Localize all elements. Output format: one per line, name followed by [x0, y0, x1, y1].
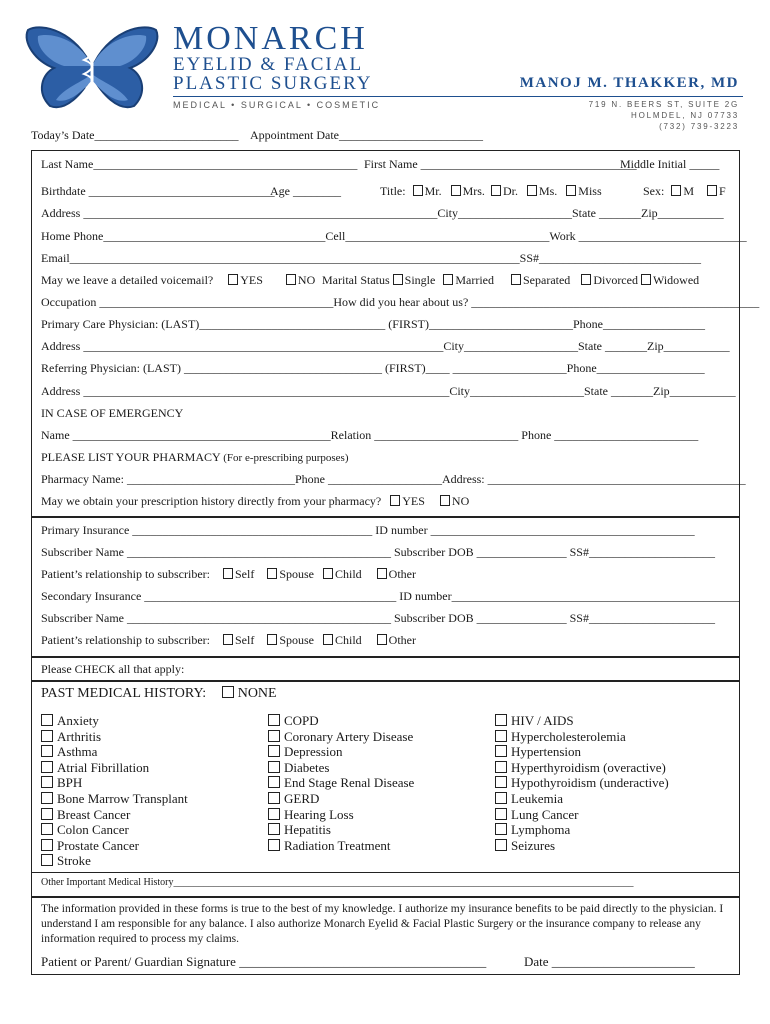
title-mrs-option[interactable]	[451, 184, 485, 198]
option-label: NONE	[237, 686, 277, 701]
pcp-address-field[interactable]: Address ____________________________________________________________City___________________State _______Zip___________	[41, 339, 730, 353]
prescription-history-question	[41, 494, 469, 509]
other-medical-history-field[interactable]: Other Important Medical History____________________________________________________________________________________________	[41, 877, 634, 888]
condition-item[interactable]	[41, 744, 188, 760]
voicemail-question	[41, 273, 315, 288]
consent-text: The information provided in these forms is true to the best of my knowledge. I authorize my insurance benefits to be paid directly to the physician. I understand I am responsible for any balance. I also authorize Monarch Eyelid & Facial Plastic Surgery or the insurance company to release any information required to process my claims.	[41, 903, 724, 945]
marital-separated-option[interactable]	[511, 273, 570, 287]
condition-label: GERD	[284, 790, 320, 806]
marital-single-option[interactable]	[393, 273, 436, 287]
condition-item[interactable]	[268, 807, 414, 823]
condition-label: Seizures	[511, 837, 556, 853]
address-field[interactable]: Address ___________________________________________________________City___________________State _______Zip___________	[41, 206, 724, 220]
checkbox[interactable]	[511, 274, 521, 285]
emergency-contact-field[interactable]: Name ___________________________________________Relation ________________________ Phone ________________________	[41, 428, 699, 442]
checkbox[interactable]	[223, 634, 233, 645]
condition-item[interactable]	[41, 838, 188, 854]
signature-field[interactable]: Patient or Parent/ Guardian Signature ______________________________________	[41, 954, 487, 969]
condition-item[interactable]	[268, 775, 414, 791]
condition-label: HIV / AIDS	[511, 713, 574, 728]
checkbox[interactable]	[377, 634, 387, 645]
sex-f-option[interactable]	[707, 184, 726, 198]
option-label: Divorced	[593, 273, 638, 287]
occupation-field[interactable]: Occupation _______________________________________How did you hear about us? ________________________________________________	[41, 295, 760, 309]
checkbox[interactable]	[641, 274, 651, 285]
condition-label: Anxiety	[57, 713, 99, 728]
condition-item[interactable]	[41, 791, 188, 807]
option-label: Other	[388, 567, 416, 581]
condition-label: Radiation Treatment	[284, 837, 391, 853]
relationship1-options	[41, 567, 416, 582]
condition-item[interactable]	[268, 713, 414, 729]
condition-item[interactable]	[41, 822, 188, 838]
condition-label: Lymphoma	[511, 822, 571, 838]
checkbox[interactable]	[495, 823, 507, 835]
check-all-instruction: Please CHECK all that apply:	[41, 662, 185, 676]
checkbox[interactable]	[41, 854, 53, 866]
phone-fields[interactable]: Home Phone_____________________________________Cell__________________________________Work ____________________________	[41, 229, 747, 243]
checkbox[interactable]	[707, 185, 717, 196]
condition-label: Hypothyroidism (underactive)	[511, 775, 669, 791]
checkbox[interactable]	[443, 274, 453, 285]
condition-label: Hypertension	[511, 744, 582, 760]
condition-label: Lung Cancer	[511, 806, 579, 822]
option-label: Single	[404, 273, 436, 287]
first-name-field[interactable]: First Name ____________________________________	[364, 157, 637, 171]
condition-item[interactable]	[41, 853, 188, 869]
sex-m-option[interactable]	[671, 184, 694, 198]
checkbox[interactable]	[41, 761, 53, 773]
practice-address-line1: 719 N. BEERS ST, SUITE 2G	[588, 100, 739, 109]
option-label: Mrs.	[462, 184, 485, 198]
none-option[interactable]	[222, 686, 277, 701]
subscriber1-field[interactable]: Subscriber Name ____________________________________________ Subscriber DOB _______________ SS#_____________________	[41, 545, 715, 559]
condition-label: COPD	[284, 713, 319, 728]
secondary-insurance-field[interactable]: Secondary Insurance __________________________________________ ID number________________________________________________	[41, 589, 740, 603]
condition-item[interactable]	[495, 760, 669, 776]
checkbox[interactable]	[41, 792, 53, 804]
checkbox[interactable]	[223, 568, 233, 579]
checkbox[interactable]	[451, 185, 461, 196]
checkbox[interactable]	[286, 274, 296, 285]
condition-item[interactable]	[495, 729, 669, 745]
condition-column-2	[268, 713, 414, 853]
todays-date-field[interactable]: Today’s Date________________________	[31, 128, 239, 142]
option-label: F	[719, 184, 726, 198]
condition-label: Hypercholesterolemia	[511, 728, 626, 744]
checkbox[interactable]	[268, 823, 280, 835]
option-label: Married	[455, 273, 494, 287]
option-label: Child	[335, 633, 362, 647]
relationship-label: Patient’s relationship to subscriber:	[41, 567, 210, 581]
condition-item[interactable]	[41, 760, 188, 776]
checkbox[interactable]	[228, 274, 238, 285]
emergency-heading: IN CASE OF EMERGENCY	[41, 406, 184, 420]
divider	[31, 872, 740, 873]
checkbox[interactable]	[41, 823, 53, 835]
logo-title: MONARCH	[173, 20, 368, 57]
voicemail-no-option[interactable]	[286, 273, 315, 287]
condition-item[interactable]	[495, 807, 669, 823]
condition-label: Atrial Fibrillation	[57, 759, 150, 775]
option-label: YES	[402, 494, 425, 508]
condition-item[interactable]	[495, 744, 669, 760]
condition-label: Breast Cancer	[57, 806, 131, 822]
condition-column-1	[41, 713, 188, 869]
condition-label: Diabetes	[284, 759, 330, 775]
sex-label: Sex:	[643, 184, 665, 198]
rel2-other-option[interactable]	[377, 633, 416, 647]
pharmacy-field[interactable]: Pharmacy Name: ____________________________Phone ___________________Address: ___________________________________________	[41, 472, 746, 486]
checkbox[interactable]	[495, 792, 507, 804]
butterfly-icon	[22, 22, 162, 114]
checkbox[interactable]	[323, 568, 333, 579]
condition-label: Arthritis	[57, 728, 102, 744]
condition-item[interactable]	[41, 713, 188, 729]
option-label: YES	[240, 273, 263, 287]
condition-item[interactable]	[495, 838, 669, 854]
doctor-name: MANOJ M. THAKKER, MD	[519, 75, 739, 91]
checkbox[interactable]	[495, 808, 507, 820]
option-label: Spouse	[279, 567, 314, 581]
checkbox[interactable]	[495, 745, 507, 757]
condition-item[interactable]	[268, 760, 414, 776]
pharmacy-heading-text: PLEASE LIST YOUR PHARMACY	[41, 450, 221, 464]
marital-married-option[interactable]	[443, 273, 494, 287]
rel2-child-option[interactable]	[323, 633, 362, 647]
option-label: NO	[297, 273, 316, 287]
checkbox[interactable]	[268, 839, 280, 851]
history-yes-option[interactable]	[390, 494, 425, 508]
medical-history-heading	[41, 686, 277, 702]
condition-item[interactable]	[495, 775, 669, 791]
checkbox[interactable]	[527, 185, 537, 196]
rel1-spouse-option[interactable]	[267, 567, 314, 581]
logo-tagline: MEDICAL • SURGICAL • COSMETIC	[173, 100, 381, 110]
option-label: Spouse	[279, 633, 314, 647]
option-label: Separated	[523, 273, 571, 287]
option-label: Self	[234, 567, 255, 581]
condition-item[interactable]	[495, 822, 669, 838]
relationship-label: Patient’s relationship to subscriber:	[41, 633, 210, 647]
age-field[interactable]: Age ________	[270, 184, 341, 198]
practice-phone: (732) 739-3223	[659, 122, 739, 131]
condition-item[interactable]	[495, 713, 669, 729]
checkbox[interactable]	[671, 185, 681, 196]
checkbox[interactable]	[268, 745, 280, 757]
condition-label: Coronary Artery Disease	[284, 728, 414, 744]
checkbox[interactable]	[41, 745, 53, 757]
signature-date-field[interactable]: Date ______________________	[524, 954, 695, 969]
option-label: Widowed	[652, 273, 700, 287]
condition-item[interactable]	[268, 838, 414, 854]
checkbox[interactable]	[268, 714, 280, 726]
checkbox[interactable]	[581, 274, 591, 285]
referring-physician-field[interactable]: Referring Physician: (LAST) _________________________________ (FIRST)____ ___________________Phone__________________	[41, 361, 705, 375]
condition-item[interactable]	[268, 729, 414, 745]
sex-options	[643, 184, 726, 199]
middle-initial-field[interactable]: Middle Initial _____	[620, 157, 720, 171]
marital-status-options	[322, 273, 699, 288]
checkbox[interactable]	[495, 730, 507, 742]
condition-label: Hearing Loss	[284, 806, 354, 822]
condition-label: Bone Marrow Transplant	[57, 790, 188, 806]
last-name-field[interactable]: Last Name____________________________________________	[41, 157, 358, 171]
checkbox[interactable]	[41, 730, 53, 742]
option-label: M	[683, 184, 695, 198]
option-label: Ms.	[538, 184, 558, 198]
rel1-child-option[interactable]	[323, 567, 362, 581]
marital-label: Marital Status	[322, 273, 390, 287]
checkbox[interactable]	[41, 714, 53, 726]
condition-item[interactable]	[41, 807, 188, 823]
voicemail-yes-option[interactable]	[228, 273, 263, 287]
option-label: Miss	[578, 184, 602, 198]
appointment-date-field[interactable]: Appointment Date________________________	[250, 128, 483, 142]
condition-label: Asthma	[57, 744, 98, 760]
condition-label: Depression	[284, 744, 343, 760]
logo-subtitle-2: PLASTIC SURGERY	[173, 73, 373, 94]
condition-label: Hyperthyroidism (overactive)	[511, 759, 666, 775]
marital-widowed-option[interactable]	[641, 273, 699, 287]
subscriber2-field[interactable]: Subscriber Name ____________________________________________ Subscriber DOB _______________ SS#_____________________	[41, 611, 715, 625]
condition-item[interactable]	[495, 791, 669, 807]
condition-label: Hepatitis	[284, 822, 331, 838]
checkbox[interactable]	[413, 185, 423, 196]
checkbox[interactable]	[268, 776, 280, 788]
condition-label: Prostate Cancer	[57, 837, 139, 853]
checkbox[interactable]	[268, 730, 280, 742]
option-label: Dr.	[502, 184, 518, 198]
voicemail-label: May we leave a detailed voicemail?	[41, 273, 214, 287]
birthdate-field[interactable]: Birthdate _______________________________	[41, 184, 275, 198]
checkbox[interactable]	[268, 761, 280, 773]
checkbox[interactable]	[566, 185, 576, 196]
title-options	[380, 184, 602, 199]
checkbox[interactable]	[222, 686, 234, 698]
referring-address-field[interactable]: Address _____________________________________________________________City___________________State _______Zip___________	[41, 384, 736, 398]
pharmacy-note: (For e-prescribing purposes)	[223, 452, 349, 464]
history-no-option[interactable]	[440, 494, 469, 508]
rel2-spouse-option[interactable]	[267, 633, 314, 647]
condition-item[interactable]	[268, 822, 414, 838]
checkbox[interactable]	[323, 634, 333, 645]
practice-address-line2: HOLMDEL, NJ 07733	[631, 111, 739, 120]
rel2-self-option[interactable]	[223, 633, 254, 647]
condition-column-3	[495, 713, 669, 853]
primary-insurance-field[interactable]: Primary Insurance ________________________________________ ID number ____________________________________________	[41, 523, 695, 537]
logo-subtitle-1: EYELID & FACIAL	[173, 54, 364, 75]
option-label: Other	[388, 633, 416, 647]
checkbox[interactable]	[440, 495, 450, 506]
title-dr-option[interactable]	[491, 184, 518, 198]
logo	[22, 22, 162, 114]
condition-label: BPH	[57, 775, 83, 791]
condition-label: Stroke	[57, 853, 91, 869]
checkbox[interactable]	[41, 839, 53, 851]
email-ssn-fields[interactable]: Email___________________________________________________________________________SS#___________________________	[41, 251, 702, 265]
title-mr-option[interactable]	[413, 184, 442, 198]
checkbox[interactable]	[393, 274, 403, 285]
pharmacy-heading	[41, 450, 349, 465]
medical-history-title: PAST MEDICAL HISTORY:	[41, 686, 207, 701]
option-label: Self	[234, 633, 255, 647]
option-label: Child	[335, 567, 362, 581]
checkbox[interactable]	[267, 568, 277, 579]
condition-label: Colon Cancer	[57, 822, 129, 838]
condition-item[interactable]	[268, 744, 414, 760]
checkbox[interactable]	[268, 808, 280, 820]
primary-care-physician-field[interactable]: Primary Care Physician: (LAST)_______________________________ (FIRST)________________________Phone_________________	[41, 317, 705, 331]
condition-item[interactable]	[41, 775, 188, 791]
checkbox[interactable]	[268, 792, 280, 804]
condition-item[interactable]	[41, 729, 188, 745]
rel1-other-option[interactable]	[377, 567, 416, 581]
checkbox[interactable]	[41, 808, 53, 820]
title-ms-option[interactable]	[527, 184, 557, 198]
rel1-self-option[interactable]	[223, 567, 254, 581]
checkbox[interactable]	[390, 495, 400, 506]
checkbox[interactable]	[495, 761, 507, 773]
relationship2-options	[41, 633, 416, 648]
condition-item[interactable]	[268, 791, 414, 807]
history-label: May we obtain your prescription history directly from your pharmacy?	[41, 494, 382, 508]
checkbox[interactable]	[377, 568, 387, 579]
logo-rule	[173, 96, 743, 97]
marital-divorced-option[interactable]	[581, 273, 638, 287]
option-label: NO	[451, 494, 470, 508]
checkbox[interactable]	[495, 776, 507, 788]
checkbox[interactable]	[267, 634, 277, 645]
condition-label: Leukemia	[511, 790, 563, 806]
option-label: Mr.	[424, 184, 442, 198]
checkbox[interactable]	[495, 714, 507, 726]
checkbox[interactable]	[495, 839, 507, 851]
checkbox[interactable]	[491, 185, 501, 196]
title-label: Title:	[380, 184, 406, 198]
condition-label: End Stage Renal Disease	[284, 775, 415, 791]
title-miss-option[interactable]	[566, 184, 601, 198]
checkbox[interactable]	[41, 776, 53, 788]
